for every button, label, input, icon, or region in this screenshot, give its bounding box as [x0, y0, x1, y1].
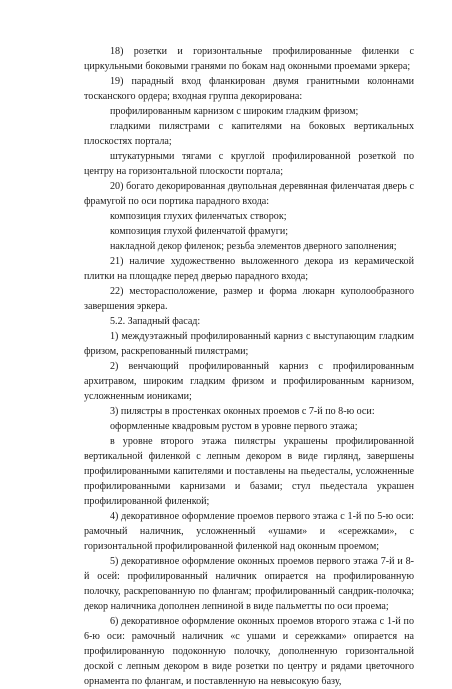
paragraph-west-6: 6) декоративное оформление оконных проемов второго этажа с 1-й по 6-ю оси: рамочный наличник «с ушами и сережками» опирается на профилированную подоконную полочку, дополненную горизонтальной доской с лепным декором в виде розетки по центру и рядами цветочного орнамента по флангам, и поставленную на невысокую базу,: [84, 616, 414, 687]
paragraph-west-3: 3) пилястры в простенках оконных проемов с 7-й по 8-ю оси:: [110, 406, 375, 417]
paragraph-item-18: 18) розетки и горизонтальные профилированные филенки с циркульными боковыми гранями по бокам над оконными проемами эркера;: [84, 46, 414, 72]
paragraph-panel-decor: накладной декор филенок; резьба элементов дверного заполнения;: [110, 241, 397, 252]
paragraph-cornice: профилированным карнизом с широким гладким фризом;: [110, 106, 359, 117]
paragraph-second-floor-pilasters: в уровне второго этажа пилястры украшены профилированной вертикальной филенкой с лепным декором в виде гирлянд, завершены профилированными капителями и поставлены на пьедесталы, усложненные профилированными карнизами и базами; стул пьедестала украшен профилированной филенкой;: [84, 436, 414, 507]
paragraph-rustication: оформленные квадровым рустом в уровне первого этажа;: [110, 421, 358, 432]
paragraph-west-2: 2) венчающий профилированный карниз с профилированным архитравом, широким гладким фризом и профилированным карнизом, усложненным иониками;: [84, 361, 414, 402]
document-text: [84, 44, 414, 689]
paragraph-west-4: 4) декоративное оформление проемов первого этажа с 1-й по 5-ю оси: рамочный наличник, усложненный «ушами» и «сережками», с горизонтальной профилированной филенкой над оконным проемом;: [84, 511, 414, 552]
paragraph-item-22: 22) месторасположение, размер и форма люкарн куполообразного завершения эркера.: [84, 286, 414, 312]
section-heading-west-facade: 5.2. Западный фасад:: [110, 316, 201, 327]
paragraph-west-1: 1) междуэтажный профилированный карниз с выступающим гладким фризом, раскрепованный пилястрами;: [84, 331, 414, 357]
paragraph-stucco: штукатурными тягами с круглой профилированной розеткой по центру на горизонтальной плоскости портала;: [84, 151, 414, 177]
paragraph-item-19: 19) парадный вход фланкирован двумя гранитными колоннами тосканского ордера; входная группа декорирована:: [84, 76, 414, 102]
paragraph-transom: композиция глухой филенчатой фрамуги;: [110, 226, 289, 237]
paragraph-door-leaves: композиция глухих филенчатых створок;: [110, 211, 287, 222]
paragraph-pilasters: гладкими пилястрами с капителями на боковых вертикальных плоскостях портала;: [84, 121, 414, 147]
paragraph-item-21: 21) наличие художественно выложенного декора из керамической плитки на площадке перед дверью парадного входа;: [84, 256, 414, 282]
paragraph-item-20: 20) богато декорированная двупольная деревянная филенчатая дверь с фрамугой по оси портика парадного входа:: [84, 181, 414, 207]
paragraph-west-5: 5) декоративное оформление оконных проемов первого этажа 7-й и 8-й осей: профилированный наличник опирается на профилированную полочку, раскрепованную по флангам; профилированный сандрик-полочка; декор наличника дополнен лепниной в виде пальметты по оси проема;: [84, 556, 414, 612]
